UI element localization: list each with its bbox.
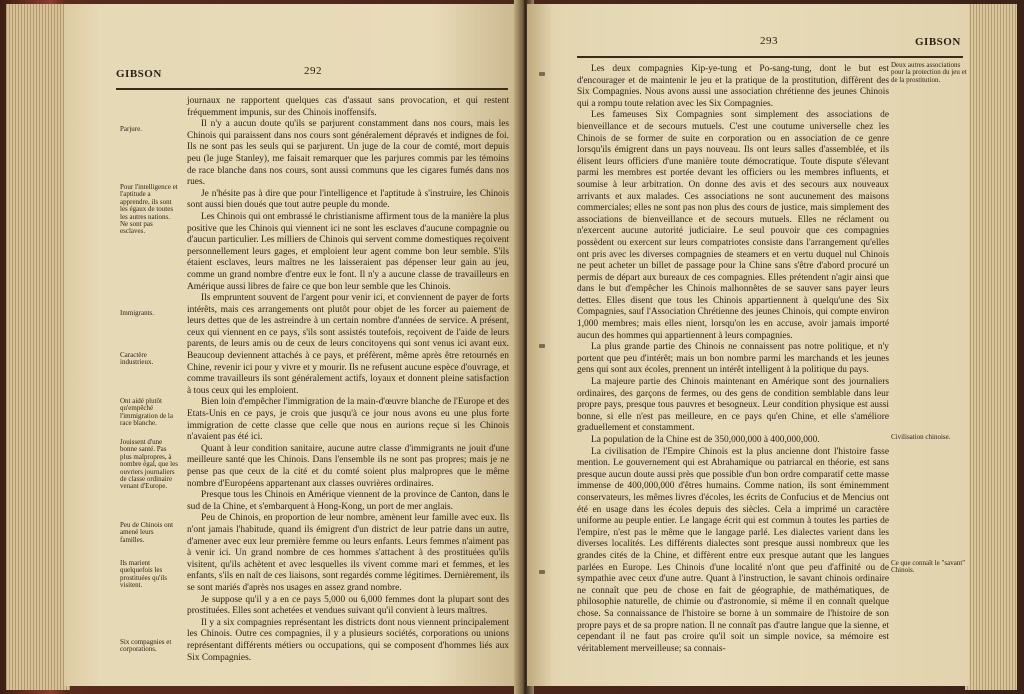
paragraph: Bien loin d'empêcher l'immigration de la main-d'œuvre blanche de l'Europe et des Etats-Unis en ce pays, je crois que jusqu'à ce jour nous avons eu une plus forte immigration de cette classe que celle que nous en aurions reçue si les Chinois n'avaient pas été ici. [187, 397, 509, 443]
side-note: Pour l'intelligence et l'aptitude a apprendre, ils sont les égaux de toutes les autres nations. Ne sont pas esclaves. [120, 183, 178, 236]
paragraph: Les fameuses Six Compagnies sont simplement des associations de bienveillance et de secours mutuels. C'est une coutume universelle chez les Chinois de se former de suite en corporation ou en association de ce genre lorsqu'ils émigrent dans un pays nouveau. Ils ont leurs salles d'assemblée, et ils élisent leurs officiers d'une manière toute démocratique. Toute dispute s'élevant parmi les membres est portée devant les officiers ou les membres influents, et soumise à leur arbitration. On donne des avis et des secours aux nouveaux arrivants et aux malades. Ces associations ne sont aucunement des maisons commerciales; elles ne sont pas non plus des cours de justice, mais simplement des associations de bienveillance et de secours mutuels. Elles ne réclament ou n'exercent aucune autorité judiciaire. Le seul pouvoir que ces compagnies possèdent ou exercent sur leurs compatriotes consiste dans l'arrangement qu'elles ont pris avec les diverses compagnies de steamers et en vertu duquel nul Chinois ne peut acheter un billet de passage pour la Chine sans s'être d'abord procuré un permis de départ aux bureaux de ces compagnies. Elles prétendent n'agir ainsi que dans le but d'empêcher les Chinois malhonnêtes de se sauver sans payer leurs dettes. Elles disent que tous les Chinois appartiennent à quelqu'une des Six Compagnies, sauf l'Association Chrétienne des jeunes Chinois, qui compte environ 1,000 membres; mais elles nient, lorsqu'on les en accuse, avoir jamais importé aucun des hommes qui appartiennent à leurs compagnies. [577, 110, 889, 341]
left-page [64, 4, 522, 686]
running-head: GIBSON [915, 36, 961, 48]
side-note: Ils marient quelquefois les prostituées qu'ils visitent. [120, 559, 167, 590]
paragraph: Ils empruntent souvent de l'argent pour venir ici, et conviennent de payer de forts intérêts, mais ces arrangements ont plutôt pour objet de les forcer au paiement de leurs dettes que de les astreindre à un certain nombre d'années de service. A présent, ceux qui viennent en ce pays, s'ils sont assistés toutefois, reçoivent de l'aide de leurs parents, de leurs amis ou de ceux de leurs concitoyens qui sont venus ici avant eux. Beaucoup deviennent attachés à ce pays, et préfèrent, même après être retournés en Chine, revenir ici pour y vivre et y mourir. Ils ne refusent aucune espèce d'ouvrage, et comme travailleurs ils sont généralement actifs, loyaux et donnent pleine satisfaction à tous ceux qui les emploient. [187, 293, 509, 396]
side-note: Civilisation chinoise. [891, 433, 951, 441]
paragraph: Il n'y a aucun doute qu'ils se parjurent constamment dans nos cours, mais les Chinois qui paraissent dans nos cours sont généralement dépravés et indignes de foi. Ils ne sont pas les seuls qui se parjurent. Un juge de la cour de comté, mort depuis peu (le juge Stanley), me faisait remarquer que les parjures commis par les témoins de race blanche dans nos cours, sont aussi communs que les cigares fumés dans nos rues. [187, 119, 509, 188]
side-note: Immigrants. [120, 309, 155, 317]
paragraph: Peu de Chinois, en proportion de leur nombre, amènent leur famille avec eux. Ils n'ont jamais l'habitude, quand ils émigrent d'un district de leur patrie dans un autre, d'amener avec eux leur première femme ou leurs enfants. Leurs femmes n'aiment pas à venir ici. Un grand nombre de ces hommes s'attachent à des prostituées qu'ils visitent, qu'ils achètent et avec lesquelles ils vivent comme mari et femmes, et les enfants, s'ils en naît de ces liaisons, sont regardés comme légitimes. Dernièrement, ils se sont mariés d'après nos usages en assez grand nombre. [187, 513, 509, 593]
right-body-text [577, 64, 889, 655]
side-note: Ont aidé plutôt qu'empêché l'immigration de la race blanche. [120, 397, 173, 428]
paragraph: Presque tous les Chinois en Amérique viennent de la province de Canton, dans le sud de la Chine, et s'embarquent à Hong-Kong, un port de mer anglais. [187, 490, 509, 512]
paragraph: Les deux compagnies Kip-ye-tung et Po-sang-tung, dont le but est d'encourager et de maintenir le jeu et la pratique de la prostitution, diffèrent des Six Compagnies. Nous avons aussi une association chrétienne des jeunes Chinois qui a rompu toute relation avec les Six Compagnies. [577, 64, 889, 109]
paragraph: Quant à leur condition sanitaire, aucune autre classe d'immigrants ne jouit d'une meilleure santé que les Chinois. Dans l'ensemble ils ne sont pas propres; mais je ne pense pas que ceux de la cité et du comté soient plus malpropres que le même nombre d'Européens appartenant aux classes ouvrières ordinaires. [187, 443, 509, 489]
header-rule [577, 56, 963, 58]
header-rule [116, 88, 508, 90]
paragraph: Je n'hésite pas à dire que pour l'intelligence et l'aptitude à s'instruire, les Chinois sont aussi bien doués que tout autre peuple du monde. [187, 188, 509, 211]
page-tick-mark [539, 72, 545, 76]
side-note: Ce que connaît le "savant" Chinois. [891, 559, 966, 575]
running-head: GIBSON [116, 68, 162, 80]
right-page [527, 4, 969, 686]
right-page-edges [965, 4, 1017, 690]
paragraph: La majeure partie des Chinois maintenant en Amérique sont des journaliers ordinaires, des garçons de fermes, ou des gens de condition semblable dans leur propre pays, presque tous pauvres et besogneux. Leur condition physique est aussi bonne, si elle n'est pas meilleure, en ce pays qu'en Chine, et elle s'améliore graduellement et constamment. [577, 377, 889, 434]
left-body-text [187, 96, 509, 664]
side-note: Parjure. [120, 125, 142, 133]
left-page-edges [6, 4, 70, 690]
page-number: 293 [760, 35, 778, 47]
paragraph: La population de la Chine est de 350,000,000 à 400,000,000. [591, 435, 820, 445]
paragraph: Je suppose qu'il y a en ce pays 5,000 ou 6,000 femmes dont la plupart sont des prostituées. Elles sont achetées et vendues suivant qu'il convient à leurs maîtres. [187, 594, 509, 617]
paragraph: Il y a six compagnies représentant les districts dont nous viennent principalement les Chinois. Outre ces compagnies, il y a plusieurs sociétés, corporations ou unions représentant différents métiers ou occupations, qui se composent d'hommes liés aux Six Compagnies. [187, 617, 509, 663]
side-note: Six compagnies et corporations. [120, 638, 172, 654]
page-number: 292 [304, 65, 322, 77]
paragraph: Les Chinois qui ont embrassé le christianisme affirment tous de la manière la plus positive que les Chinois qui viennent ici ne sont les esclaves d'aucune compagnie ou d'aucun particulier. Les milliers de Chinois qui servent comme domestiques reçoivent personnellement leurs gages, et emploient leur agent comme bon leur semble. S'ils étaient esclaves, leurs maîtres ne les laisseraient pas dépenser leur gain au jeu, comme un grand nombre d'entre eux le font. Il n'y a aucune classe de travailleurs en Amérique aussi libres de faire ce que bon leur semble que les Chinois. [187, 211, 509, 292]
page-tick-mark [539, 344, 545, 348]
page-tick-mark [539, 570, 545, 574]
paragraph: La plus grande partie des Chinois ne connaissent pas notre politique, et n'y portent que peu d'intérêt; mais un bon nombre parmi les marchands et les jeunes gens qui sont aux écoles, prennent un intérêt intelligent à la politique du pays. [577, 342, 889, 376]
side-note: Caractère industrieux. [120, 351, 154, 367]
side-note: Jouissent d'une bonne santé. Pas plus malpropres, à nombre égal, que les ouvriers journaliers de classe ordinaire venant d'Europe. [120, 438, 178, 491]
paragraph: La civilisation de l'Empire Chinois est la plus ancienne dont l'histoire fasse mention. Le gouvernement qui est Abrahamique ou patriarcal en théorie, est sans presque aucun doute aussi près que possible d'un bon ordre comparatif cette masse immense de 400,000,000 d'êtres humains. Comme nation, ils sont éminemment conservateurs, les mêmes livres d'écoles, les écrits de Confucius et de Mencius ont été en usage dans les écoles depuis des siècles. Cela a imprimé un caractère uniforme au peuple entier. Le langage écrit qui est commun à toutes les parties de l'empire, n'est pas le même que le langage parlé. Les dialectes varient dans les diverses localités. Les différents dialectes sont presque aussi nombreux que les grandes cités de la Chine, et diffèrent entre eux presque autant que les langues parlées en Europe. Les Chinois d'une localité n'ont que peu d'affinité ou de sympathie avec ceux d'une autre. Quant à l'instruction, le savant chinois ordinaire ne connaît que peu de chose en fait de géographie, de mathématiques, de philosophie naturelle, de chimie ou d'astronomie, si même il en connaît quelque chose. Sa connaissance de l'histoire se borne à un sommaire de l'histoire de son propre pays et de sa propre nation. Il ne connaît pas d'autre langue que la sienne, et cependant il ne faut pas croire qu'il soit un simple novice, sa mémoire est véritablement merveilleuse; sa connais- [577, 446, 889, 654]
side-note: Peu de Chinois ont amené leurs familles. [120, 521, 174, 544]
paragraph: journaux ne rapportent quelques cas d'assaut sans provocation, et qui restent fréquemment impunis, sur des Chinois inoffensifs. [187, 96, 509, 118]
side-note: Deux autres associations pour la protection du jeu et de la prostitution. [891, 61, 967, 84]
